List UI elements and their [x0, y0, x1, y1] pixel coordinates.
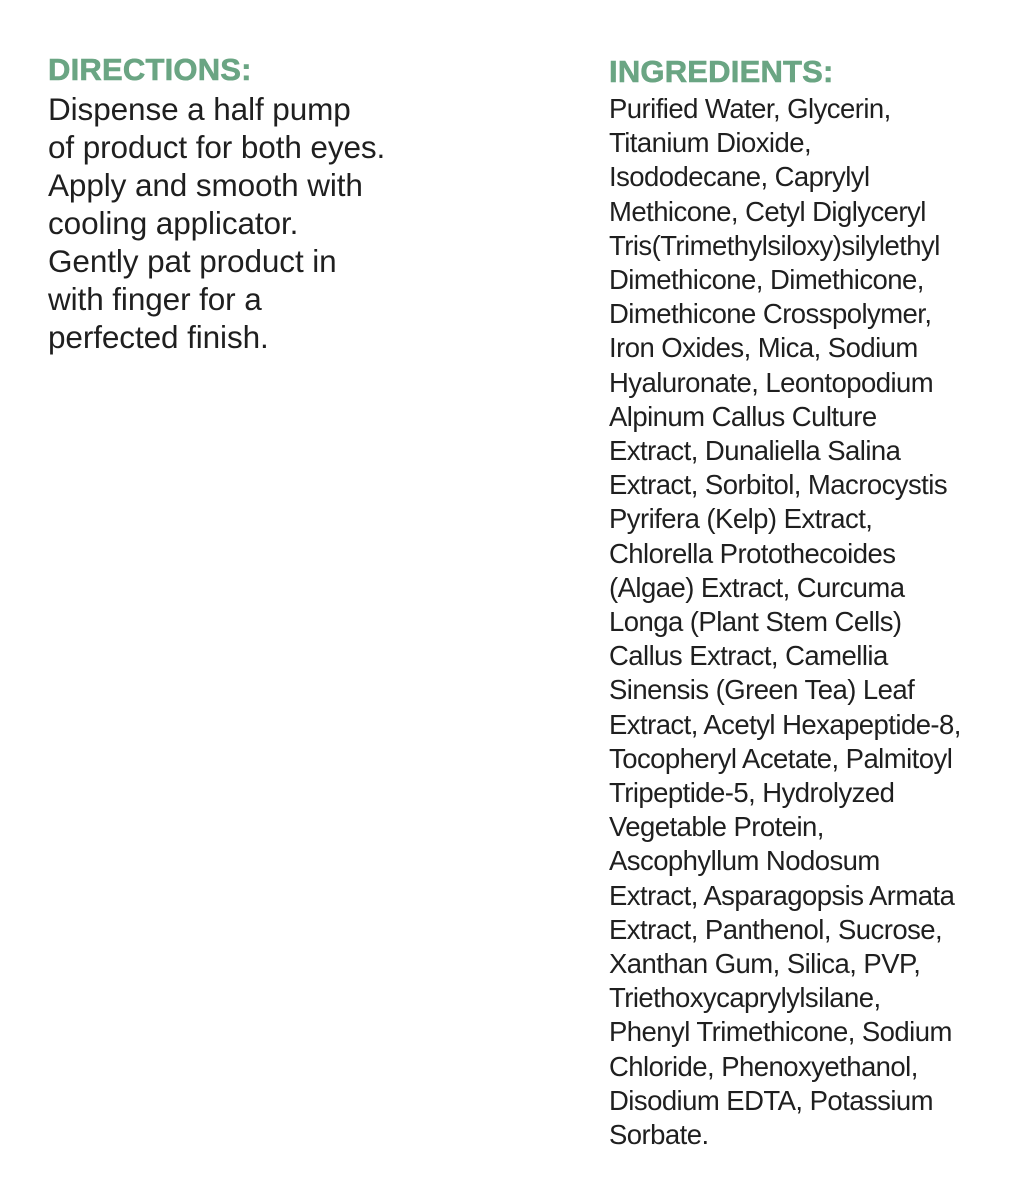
- directions-text: Dispense a half pump of product for both eyes. Apply and smooth with cooling applicator. Gently pat product in with finger for a perfected finish.: [48, 91, 386, 355]
- ingredients-text: Purified Water, Glycerin, Titanium Dioxide, Isododecane, Caprylyl Methicone, Cetyl Diglyceryl Tris(Trimethylsiloxy)silylethyl Dimethicone, Dimethicone, Dimethicone Crosspolymer, Iron Oxides, Mica, Sodium Hyaluronate, Leontopodium Alpinum Callus Culture Extract, Dunaliella Salina Extract, Sorbitol, Macrocystis Pyrifera (Kelp) Extract, Chlorella Protothecoides (Algae) Extract, Curcuma Longa (Plant Stem Cells) Callus Extract, Camellia Sinensis (Green Tea) Leaf Extract, Acetyl Hexapeptide-8, Tocopheryl Acetate, Palmitoyl Tripeptide-5, Hydrolyzed Vegetable Protein, Ascophyllum Nodosum Extract, Asparagopsis Armata Extract, Panthenol, Sucrose, Xanthan Gum, Silica, PVP, Triethoxycaprylylsilane, Phenyl Trimethicone, Sodium Chloride, Phenoxyethanol, Disodium EDTA, Potassium Sorbate.: [609, 93, 961, 1151]
- directions-heading: DIRECTIONS:: [48, 52, 252, 87]
- ingredients-section: [609, 54, 1029, 1152]
- ingredients-heading: INGREDIENTS:: [609, 54, 834, 89]
- directions-section: [48, 52, 518, 356]
